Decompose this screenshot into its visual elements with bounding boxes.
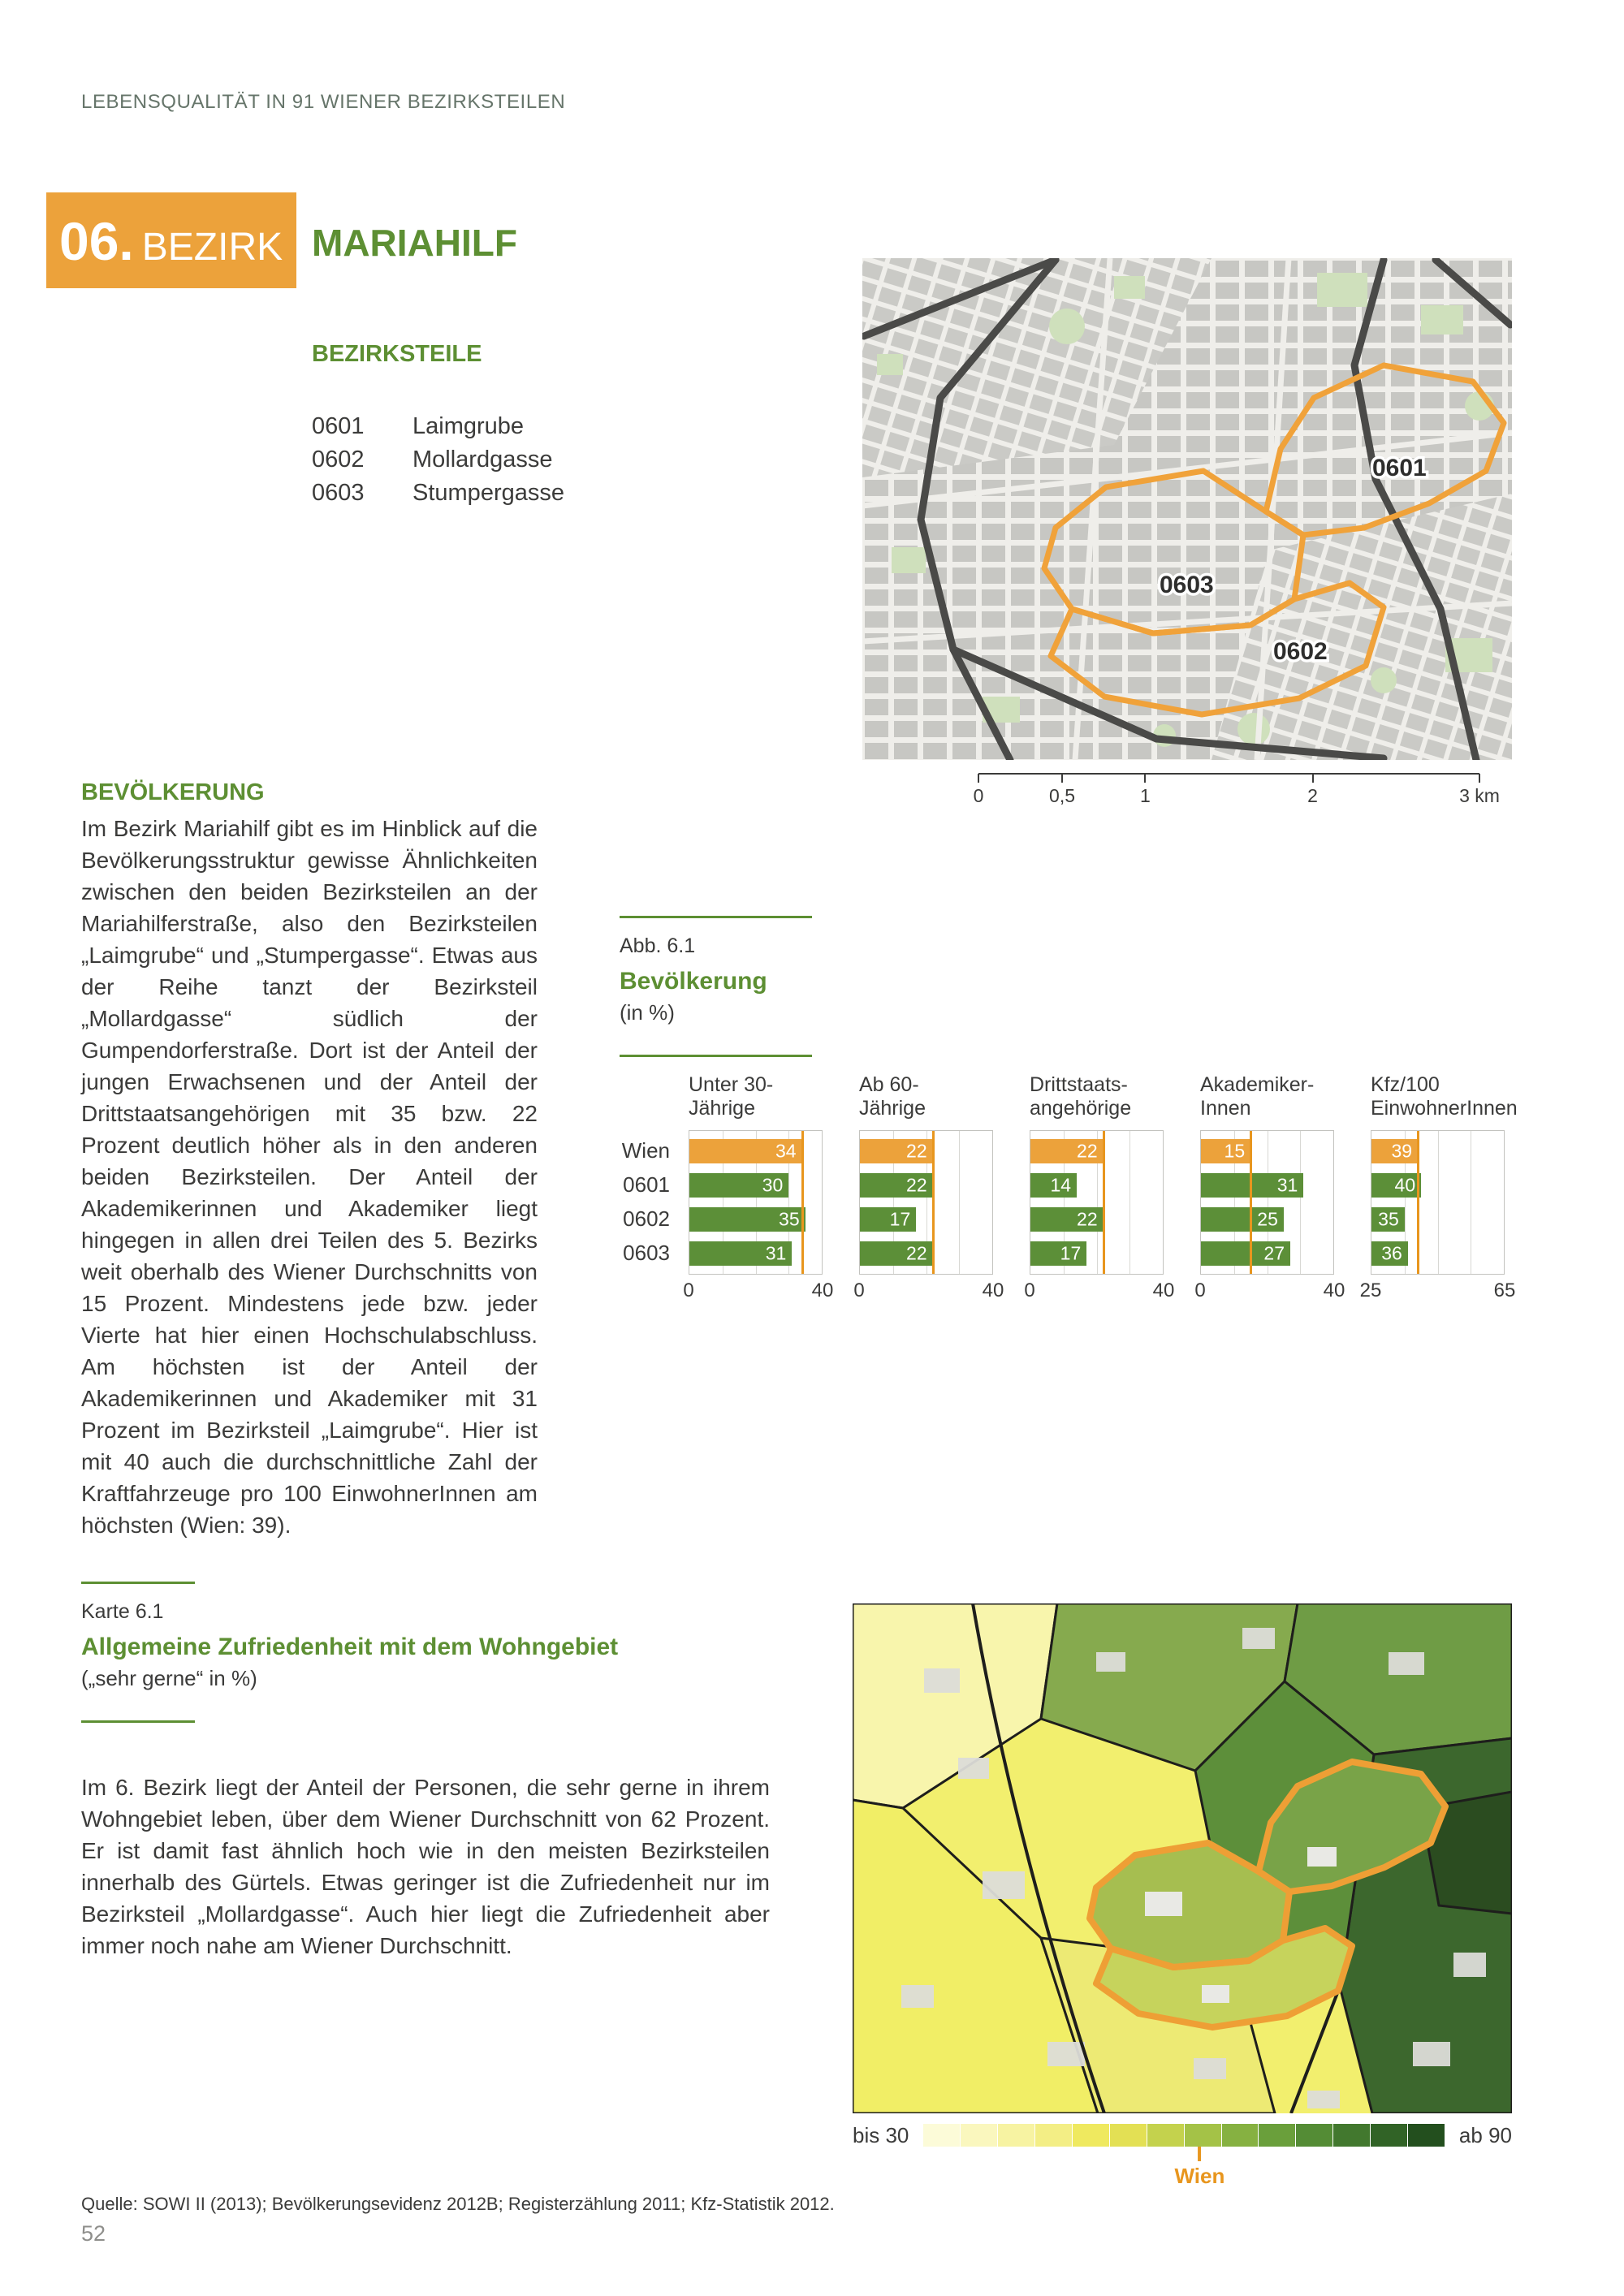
- legend-strip: [923, 2124, 1445, 2147]
- page-kicker: LEBENSQUALITÄT IN 91 WIENER BEZIRKSTEILEN: [81, 91, 566, 113]
- bar-value: 30: [762, 1174, 784, 1196]
- bar-value: 34: [775, 1140, 797, 1162]
- rule: [81, 1582, 195, 1584]
- legend-min-label: bis 30: [853, 2123, 909, 2147]
- chart-panel: [1359, 1073, 1518, 1307]
- bar-row: [1030, 1236, 1163, 1271]
- legend-strip-wrap: [923, 2124, 1445, 2190]
- chart-plot: [1200, 1130, 1334, 1275]
- legend-wien-marker: [1174, 2147, 1224, 2189]
- chart-panel-title-line: EinwohnerInnen: [1371, 1097, 1518, 1120]
- district-bar: [1201, 1173, 1303, 1198]
- chart-panel: [853, 1073, 1004, 1307]
- bar-row: [1201, 1168, 1333, 1202]
- legend-color-segment: [1221, 2124, 1259, 2147]
- bar-row: [860, 1134, 992, 1168]
- rule: [620, 1055, 812, 1057]
- satisfaction-map: [853, 1603, 1512, 2113]
- figure-label: Abb. 6.1: [620, 934, 696, 957]
- map-legend: [853, 2124, 1512, 2190]
- chart-plot: [689, 1130, 823, 1275]
- bezirksteil-name: Stumpergasse: [412, 480, 564, 506]
- source-note: Quelle: SOWI II (2013); Bevölkerungsevidenz 2012B; Registerzählung 2011; Kfz-Statistik 2012.: [81, 2194, 835, 2214]
- figure-title: Bevölkerung: [620, 968, 767, 995]
- legend-color-segment: [1295, 2124, 1332, 2147]
- legend-color-segment: [1332, 2124, 1370, 2147]
- bezirksteil-item: [312, 477, 564, 510]
- bezirksteile-section: [312, 341, 564, 510]
- chart-axis: [853, 1280, 1004, 1307]
- bar-value: 17: [1060, 1242, 1082, 1264]
- street-map-canvas: [862, 258, 1512, 760]
- bar-value: 25: [1257, 1208, 1278, 1230]
- bar-row: [1371, 1236, 1504, 1271]
- bar-value: 27: [1263, 1242, 1285, 1264]
- rule: [81, 1720, 195, 1723]
- page-number: 52: [81, 2221, 106, 2246]
- bar-row: [1371, 1202, 1504, 1236]
- bar-value: 22: [1077, 1208, 1098, 1230]
- district-bar: [1030, 1173, 1077, 1198]
- legend-color-segment: [997, 2124, 1034, 2147]
- scalebar-tick: [1049, 774, 1076, 806]
- chart-panel-title-line: Innen: [1200, 1097, 1251, 1120]
- wien-reference-line: [1417, 1131, 1419, 1274]
- scalebar-tick-label: 0: [973, 785, 984, 806]
- axis-max-label: 40: [982, 1280, 1004, 1301]
- legend-color-segment: [1147, 2124, 1184, 2147]
- bar-value: 15: [1224, 1140, 1246, 1162]
- population-heading: BEVÖLKERUNG: [81, 779, 265, 805]
- district-number: 06.: [59, 211, 134, 271]
- population-text: Im Bezirk Mariahilf gibt es im Hinblick auf die Bevölkerungsstruktur gewisse Ähnlichkeiten zwischen den beiden Bezirksteilen an der Mariahilferstraße, also den Bezirksteilen „Laimgrube“ und „Stumpergasse“. Etwas aus der Reihe tanzt der Bezirksteil „Mollardgasse“ südlich der Gumpendorferstraße. Dort ist der Anteil der jungen Erwachsenen und der Anteil der Drittstaatsangehörigen mit 35 bzw. 22 Prozent deutlich höher als in den anderen beiden Bezirksteilen. Der Anteil der Akademikerinnen und Akademiker liegt hingegen in allen drei Teilen des 5. Bezirks weit oberhalb des Wiener Durchschnitts von 15 Prozent. Mindestens jede bzw. jeder Vierte hat hier einen Hochschulabschluss. Am höchsten ist der Anteil der Akademikerinnen und Akademiker mit 31 Prozent im Bezirksteil „Laimgrube“. Hier ist mit 40 auch die durchschnittliche Zahl der Kraftfahrzeuge pro 100 EinwohnerInnen am höchsten (Wien: 39).: [81, 816, 538, 1538]
- bar-value: 22: [906, 1140, 927, 1162]
- map-scalebar: [973, 773, 1500, 810]
- district-bar: [689, 1173, 788, 1198]
- district-bar: [1030, 1207, 1104, 1232]
- bar-value: 36: [1381, 1242, 1402, 1264]
- bar-value: 35: [1378, 1208, 1399, 1230]
- chart-row-label: 0602: [623, 1206, 670, 1231]
- district-bar: [1030, 1241, 1086, 1266]
- district-street-map: [862, 258, 1512, 760]
- chart-panel-title: [1200, 1073, 1334, 1130]
- legend-color-segment: [1072, 2124, 1109, 2147]
- chart-axis: [1194, 1280, 1345, 1307]
- chart-panel: [683, 1073, 834, 1307]
- chart-axis: [1024, 1280, 1175, 1307]
- bezirksteil-name: Laimgrube: [412, 413, 525, 439]
- legend-color-segment: [1258, 2124, 1295, 2147]
- district-number-box: [46, 192, 296, 288]
- axis-min-label: 0: [683, 1280, 694, 1301]
- axis-min-label: 0: [853, 1280, 865, 1301]
- chart-plot: [1030, 1130, 1164, 1275]
- satisfaction-map-canvas: [853, 1603, 1512, 2113]
- wien-bar: [1201, 1139, 1250, 1163]
- wien-bar: [860, 1139, 933, 1163]
- district-name: MARIAHILF: [312, 222, 517, 264]
- bar-row: [1201, 1134, 1333, 1168]
- bezirksteile-list: [312, 410, 564, 510]
- bezirksteil-code: 0603: [312, 480, 365, 506]
- axis-min-label: 25: [1359, 1280, 1382, 1301]
- chart-panel: [1024, 1073, 1175, 1307]
- wien-bar: [1371, 1139, 1418, 1163]
- row-label-spacer: [613, 1073, 670, 1133]
- scalebar-tick: [1140, 774, 1151, 806]
- bar-value: 39: [1391, 1140, 1413, 1162]
- axis-max-label: 40: [1323, 1280, 1345, 1301]
- bar-row: [1030, 1134, 1163, 1168]
- chart-plot: [859, 1130, 993, 1275]
- chart-plot: [1371, 1130, 1505, 1275]
- karte-label: Karte 6.1: [81, 1600, 164, 1623]
- bar-row: [860, 1168, 992, 1202]
- rule: [620, 916, 812, 918]
- legend-color-segment: [1370, 2124, 1407, 2147]
- bar-value: 40: [1394, 1174, 1416, 1196]
- chart-panel-title: [689, 1073, 823, 1130]
- bar-value: 14: [1050, 1174, 1072, 1196]
- wien-reference-line: [1250, 1131, 1252, 1274]
- axis-max-label: 40: [1152, 1280, 1175, 1301]
- bar-value: 22: [906, 1242, 927, 1264]
- legend-color-segment: [960, 2124, 997, 2147]
- legend-color-segment: [1109, 2124, 1147, 2147]
- scalebar-tick: [1307, 774, 1318, 806]
- bar-value: 31: [1276, 1174, 1298, 1196]
- bezirksteile-heading: BEZIRKSTEILE: [312, 341, 482, 367]
- karte-header: [81, 1582, 618, 1723]
- bar-row: [1371, 1134, 1504, 1168]
- bezirksteil-code: 0602: [312, 447, 365, 473]
- chart-panel-title: [1371, 1073, 1518, 1130]
- chart-row-labels: [613, 1073, 670, 1307]
- scalebar-tick-label: 2: [1307, 785, 1318, 806]
- scalebar-tick: [1459, 774, 1500, 806]
- chart-panel-title-line: Unter 30-: [689, 1073, 774, 1096]
- chart-panel-title: [859, 1073, 993, 1130]
- wien-tick-icon: [1198, 2147, 1201, 2161]
- bezirksteil-item: [312, 443, 564, 477]
- bezirksteil-item: [312, 410, 564, 443]
- wien-label: Wien: [1174, 2164, 1225, 2188]
- district-bar: [1201, 1241, 1290, 1266]
- figure-header: [620, 916, 812, 1057]
- axis-min-label: 0: [1194, 1280, 1206, 1301]
- scalebar-tick-label: 1: [1140, 785, 1151, 806]
- bar-row: [1030, 1202, 1163, 1236]
- wien-reference-line: [1103, 1131, 1105, 1274]
- district-label: 0602: [1273, 638, 1328, 665]
- chart-row-label: 0603: [623, 1241, 670, 1265]
- bar-row: [1201, 1202, 1333, 1236]
- chart-panel: [1194, 1073, 1345, 1307]
- district-bar: [689, 1241, 792, 1266]
- district-bar: [860, 1241, 933, 1266]
- bar-row: [860, 1202, 992, 1236]
- chart-panel-title-line: Jährige: [859, 1097, 926, 1120]
- legend-color-segment: [1184, 2124, 1221, 2147]
- district-bar: [860, 1173, 933, 1198]
- wien-bar: [689, 1139, 802, 1163]
- chart-axis: [683, 1280, 834, 1307]
- chart-axis: [1359, 1280, 1516, 1307]
- legend-color-segment: [923, 2124, 960, 2147]
- bar-row: [1201, 1236, 1333, 1271]
- legend-color-segment: [1034, 2124, 1072, 2147]
- chart-panel-title-line: Akademiker-: [1200, 1073, 1315, 1096]
- district-label: 0603: [1160, 572, 1214, 598]
- bar-value: 35: [779, 1208, 800, 1230]
- district-bar: [1371, 1241, 1408, 1266]
- figure-unit: (in %): [620, 1000, 675, 1025]
- bar-value: 22: [1077, 1140, 1098, 1162]
- bar-value: 17: [889, 1208, 911, 1230]
- karte-title: Allgemeine Zufriedenheit mit dem Wohngebiet: [81, 1634, 619, 1660]
- bar-value: 31: [765, 1242, 787, 1264]
- karte-text: Im 6. Bezirk liegt der Anteil der Personen, die sehr gerne in ihrem Wohngebiet leben, über dem Wiener Durchschnitt von 62 Prozent. Er ist damit fast ähnlich hoch wie in den meisten Bezirksteilen innerhalb des Gürtels. Etwas geringer ist die Zufriedenheit nur im Bezirksteil „Mollardgasse“. Auch hier liegt die Zufriedenheit aber immer noch nahe am Wiener Durchschnitt.: [81, 1775, 770, 1958]
- bar-row: [1030, 1168, 1163, 1202]
- chart-panel-title-line: Drittstaats-: [1030, 1073, 1128, 1096]
- chart-panel-title-line: Kfz/100: [1371, 1073, 1440, 1096]
- chart-panel-title-line: angehörige: [1030, 1097, 1132, 1120]
- chart-panel-title: [1030, 1073, 1164, 1130]
- district-bar: [1371, 1207, 1405, 1232]
- bar-charts: [613, 1073, 1518, 1307]
- bezirksteil-code: 0601: [312, 413, 365, 439]
- chart-panel-title-line: Jährige: [689, 1097, 755, 1120]
- chart-panel-title-line: Ab 60-: [859, 1073, 919, 1096]
- axis-min-label: 0: [1024, 1280, 1035, 1301]
- axis-max-label: 65: [1493, 1280, 1516, 1301]
- karte-subtitle: („sehr gerne“ in %): [81, 1666, 257, 1690]
- district-label: 0601: [1372, 455, 1427, 481]
- population-section: [81, 779, 538, 1541]
- district-bar: [689, 1207, 806, 1232]
- chart-row-label: Wien: [621, 1138, 670, 1163]
- bezirksteil-name: Mollardgasse: [412, 447, 553, 473]
- axis-max-label: 40: [811, 1280, 834, 1301]
- scalebar-tick-label: 0,5: [1049, 785, 1076, 806]
- legend-max-label: ab 90: [1458, 2123, 1512, 2147]
- district-word: BEZIRK: [141, 226, 283, 269]
- legend-color-segment: [1407, 2124, 1445, 2147]
- wien-bar: [1030, 1139, 1104, 1163]
- district-bar: [1371, 1173, 1421, 1198]
- scalebar-tick: [973, 774, 984, 806]
- scalebar-tick-label: 3 km: [1459, 785, 1500, 806]
- bar-row: [860, 1236, 992, 1271]
- district-bar: [860, 1207, 916, 1232]
- district-bar: [1201, 1207, 1284, 1232]
- bar-row: [1371, 1168, 1504, 1202]
- bar-value: 22: [906, 1174, 927, 1196]
- chart-row-label: 0601: [623, 1172, 670, 1197]
- wien-reference-line: [801, 1131, 804, 1274]
- wien-reference-line: [932, 1131, 935, 1274]
